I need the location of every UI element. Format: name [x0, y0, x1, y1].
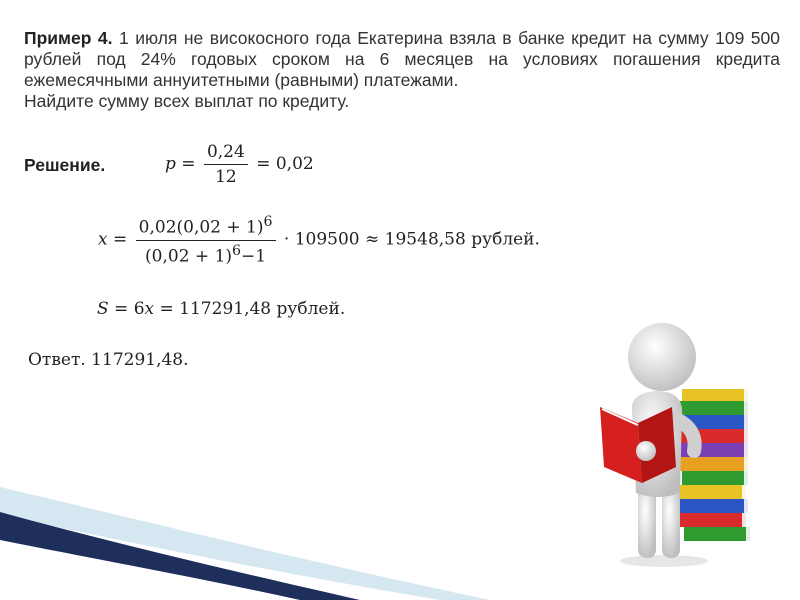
problem-statement — [24, 28, 780, 112]
sum-variable: S — [97, 299, 109, 319]
rate-variable: p — [165, 154, 176, 174]
formula-monthly-payment — [98, 214, 540, 266]
book-stack-icon — [674, 389, 750, 541]
denominator-exponent: 6 — [232, 242, 242, 259]
problem-text: 1 июля не високосного года Екатерина взяла в банке кредит на сумму 109 500 рублей под 24% годовых сроком на 6 месяцев на условиях погашения кредита ежемесячными аннуитетными (равными) платежами. — [24, 28, 780, 90]
payment-result: · 109500 ≈ 19548,58 рублей. — [283, 229, 540, 250]
person-reading-books-icon — [576, 311, 780, 576]
annuity-denominator: $(0,02 + 1)^6-1$ — [136, 240, 276, 267]
solution-label: Решение. — [24, 155, 106, 175]
annuity-numerator: $0,02(0,02 + 1)^6$ — [138, 214, 273, 238]
numerator-exponent: 6 — [263, 214, 273, 230]
problem-question: Найдите сумму всех выплат по кредиту. — [24, 91, 350, 111]
rate-result: = 0,02 — [256, 154, 314, 174]
answer: Ответ. 117291,48. — [28, 350, 189, 370]
equals-sign: = — [113, 229, 128, 250]
sum-result: = 117291,48 рублей. — [154, 299, 346, 319]
formula-total-sum: S = 6x = 117291,48 рублей. — [97, 299, 346, 319]
payment-variable: x — [144, 299, 155, 319]
equals-sign: = — [181, 154, 196, 174]
formula-monthly-rate — [165, 142, 314, 187]
rate-numerator: 0,24 — [206, 142, 245, 162]
annuity-fraction — [136, 214, 276, 266]
example-number: Пример 4. — [24, 28, 113, 48]
rate-denominator: 12 — [204, 164, 248, 187]
payment-variable: x — [98, 229, 108, 250]
rate-fraction — [204, 142, 248, 187]
